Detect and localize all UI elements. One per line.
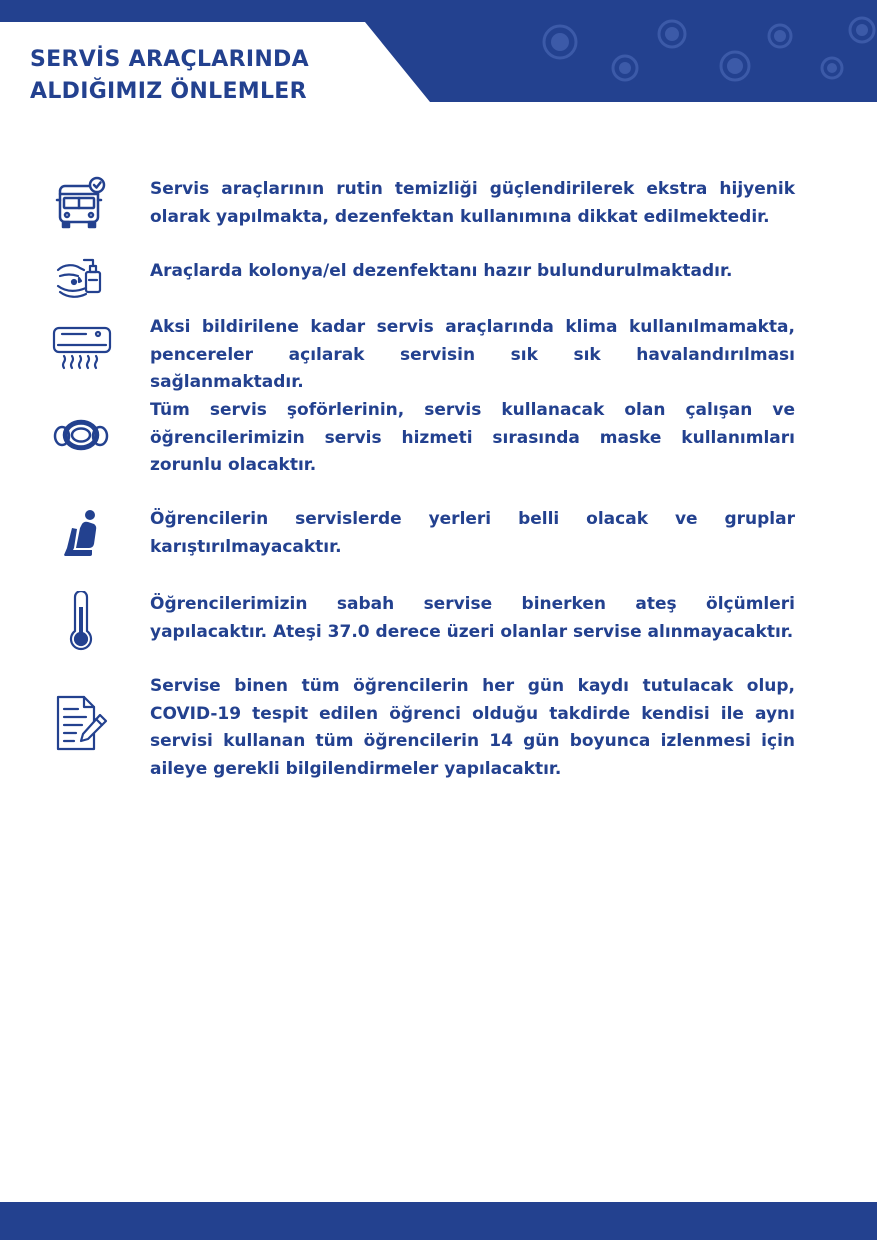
air-conditioner-icon [50,318,112,380]
document-pen-icon [50,693,112,755]
bus-check-icon [50,176,112,238]
face-mask-icon [50,403,112,465]
page-title [30,44,309,108]
item-text: Servise binen tüm öğrencilerin her gün kaydı tutulacak olup, COVID-19 tespit edilen öğrenci olduğu takdirde kendisi ile aynı servisi kullanan tüm öğrencilerin 14 gün boyunca izlenmesi için aileye gerekli bilgilendirmeler yapılacaktır. [150,676,795,779]
page-title-line2: ALDIĞIMIZ ÖNLEMLER [30,79,307,104]
item-text: Öğrencilerin servislerde yerleri belli olacak ve gruplar karıştırılmayacaktır. [150,509,795,557]
page-title-line1: SERVİS ARAÇLARINDA [30,47,309,72]
item-text: Aksi bildirilene kadar servis araçlarında klima kullanılmamakta, pencereler açılarak servisin sık sık havalandırılması sağlanmaktadır. [150,317,795,392]
item-text: Öğrencilerimizin sabah servise binerken ateş ölçümleri yapılacaktır. Ateşi 37.0 derece üzeri olanlar servise alınmayacaktır. [150,594,795,642]
seated-person-icon [50,506,112,568]
item-text: Tüm servis şoförlerinin, servis kullanacak olan çalışan ve öğrencilerimizin servis hizmeti sırasında maske kullanımları zorunlu olacaktır. [150,400,795,475]
hand-sanitizer-icon [50,246,112,308]
footer-band [0,1202,877,1240]
item-text: Servis araçlarının rutin temizliği güçlendirilerek ekstra hijyenik olarak yapılmakta, dezenfektan kullanımına dikkat edilmektedir. [150,179,795,227]
thermometer-icon [50,591,112,653]
item-text: Araçlarda kolonya/el dezenfektanı hazır bulundurulmaktadır. [150,261,733,281]
